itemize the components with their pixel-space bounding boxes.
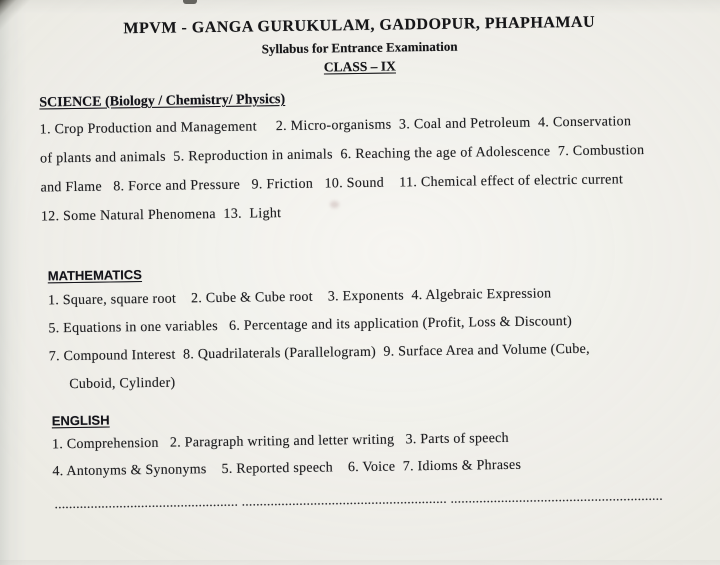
mathematics-line-4: Cuboid, Cylinder) <box>69 375 176 393</box>
english-heading: ENGLISH <box>51 412 110 429</box>
science-line-1: 1. Crop Production and Management 2. Micro-organisms 3. Coal and Petroleum 4. Conservation <box>39 114 632 138</box>
science-topic-list <box>40 106 684 231</box>
english-line-2: 4. Antonyms & Synonyms 5. Reported speech 6. Voice 7. Idioms & Phrases <box>52 457 522 480</box>
mathematics-topic-list <box>48 278 686 399</box>
document-title: MPVM - GANGA GURUKULAM, GADDOPUR, PHAPHAMAU <box>123 13 596 38</box>
section-mathematics <box>42 258 686 399</box>
section-science <box>39 84 683 231</box>
english-topic-list <box>52 422 687 485</box>
section-english <box>44 403 687 485</box>
mathematics-heading: MATHEMATICS <box>47 267 142 284</box>
science-line-3: and Flame 8. Force and Pressure 9. Friction 10. Sound 11. Chemical effect of electric current <box>40 172 624 196</box>
science-heading: SCIENCE (Biology / Chemistry/ Physics) <box>39 92 286 111</box>
signature-dotted-line: ................................................... ......................................................... ........................................................... <box>54 491 664 512</box>
science-line-4: 12. Some Natural Phenomena 13. Light <box>40 206 282 225</box>
class-heading-text: CLASS – IX <box>323 58 396 75</box>
mathematics-line-2: 5. Equations in one variables 6. Percentage and its application (Profit, Loss & Discount) <box>48 314 573 337</box>
english-line-1: 1. Comprehension 2. Paragraph writing and letter writing 3. Parts of speech <box>52 430 509 453</box>
science-line-2: of plants and animals 5. Reproduction in animals 6. Reaching the age of Adolescence 7. Combustion <box>40 143 645 167</box>
mathematics-line-1: 1. Square, square root 2. Cube & Cube root 3. Exponents 4. Algebraic Expression <box>47 286 552 309</box>
mathematics-line-3: 7. Compound Interest 8. Quadrilaterals (Parallelogram) 9. Surface Area and Volume (Cube, <box>48 341 590 365</box>
document-subtitle: Syllabus for Entrance Examination <box>261 38 458 57</box>
